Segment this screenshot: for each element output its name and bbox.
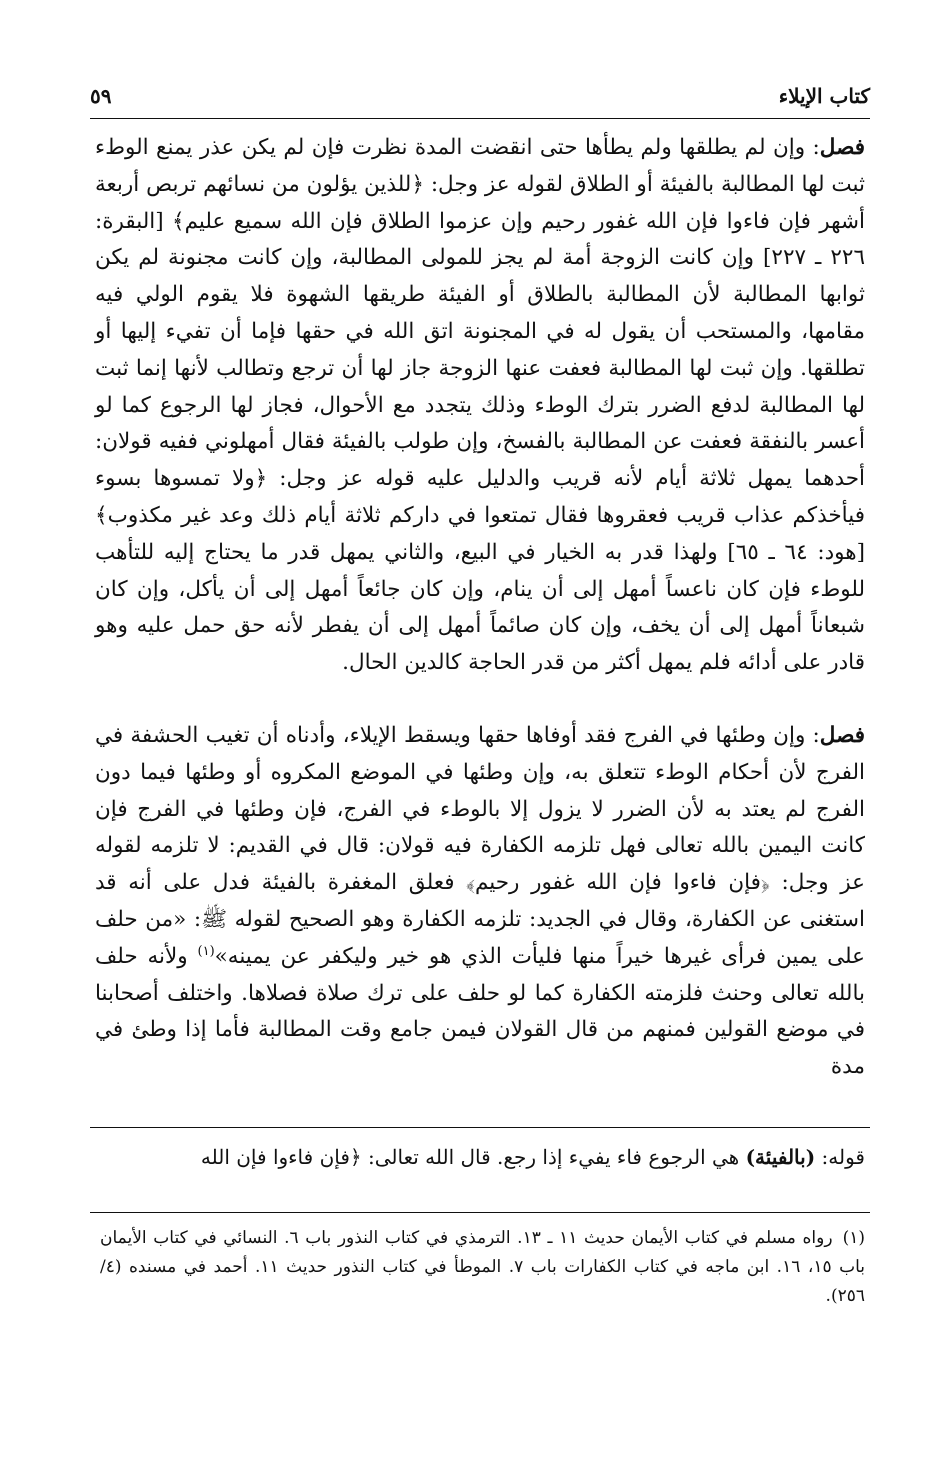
section-label: فصل <box>819 722 865 748</box>
section-body: : وإن وطئها في الفرج فقد أوفاها حقها ويسقط الإيلاء، وأدناه أن تغيب الحشفة في الفرج لأن أحكام الوطء تتعلق به، وإن وطئها في الموضع المكروه أو وطئها فيما دون الفرج لم يعتد به لأن الضرر لا يزول إلا بالوطء في الفرج، فإن وطئها في الفرج فإن كانت اليمين بالله تعالى فهل تلزمه الكفارة فيه قولان: قال في القديم: لا تلزمه لقوله عز وجل: ﴿فإن فاءوا فإن الله غفور رحيم﴾ فعلق المغفرة بالفيئة فدل على أنه قد استغنى عن الكفارة، وقال في الجديد: تلزمه الكفارة وهو الصحيح لقوله ﷺ: «من حلف على يمين فرأى غيرها خيراً منها فليأت الذي هو خير وليكفر عن يمينه» <box>95 722 865 969</box>
section-label: فصل <box>819 135 865 160</box>
section-paragraph-2 <box>95 718 865 1086</box>
page-header <box>90 78 870 114</box>
section-body-continued: ولأنه حلف بالله تعالى وحنث فلزمته الكفارة كما لو حلف على ترك صلاة فصلاها. واختلف أصحابنا في موضع القولين فمنهم من قال القولان فيمن جامع وقت المطالبة فأما إذا وطئ في مدة <box>95 943 865 1080</box>
commentary-divider <box>90 1127 870 1128</box>
section-paragraph-1 <box>95 130 865 682</box>
section-body: : وإن لم يطلقها ولم يطأها حتى انقضت المدة نظرت فإن لم يكن عذر يمنع الوطء ثبت لها المطالبة بالفيئة أو الطلاق لقوله عز وجل: ﴿للذين يؤلون من نسائهم تربص أربعة أشهر فإن فاءوا فإن الله غفور رحيم وإن عزموا الطلاق فإن الله سميع عليم﴾ [البقرة: ٢٢٦ ـ ٢٢٧] وإن كانت الزوجة أمة لم يجز للمولى المطالبة، وإن كانت مجنونة لم يكن ثوابها المطالبة لأن المطالبة بالطلاق أو الفيئة طريقها الشهوة فلا يقوم الولي فيه مقامها، والمستحب أن يقول له في المجنونة اتق الله في حقها فإما أن تفيء إليها أو تطلقها. وإن ثبت لها المطالبة فعفت عنها الزوجة جاز لها أن ترجع وتطالب لأنها إنما ثبت لها المطالبة لدفع الضرر بترك الوطء وذلك يتجدد مع الأحوال، فجاز لها الرجوع كما لو أعسر بالنفقة فعفت عن المطالبة بالفسخ، وإن طولب بالفيئة فقال أمهلوني ففيه قولان: أحدهما يمهل ثلاثة أيام لأنه قريب والدليل عليه قوله عز وجل: ﴿ولا تمسوها بسوء فيأخذكم عذاب قريب فعقروها فقال تمتعوا في داركم ثلاثة أيام ذلك وعد غير مكذوب﴾ [هود: ٦٤ ـ ٦٥] ولهذا قدر به الخيار في البيع، والثاني يمهل قدر ما يحتاج إليه للتأهب للوطء فإن كان ناعساً أمهل إلى أن ينام، وإن كان جائعاً أمهل إلى أن يأكل، وإن كان شبعاناً أمهل إلى أن يخف، وإن كان صائماً أمهل إلى أن يفطر لأنه حق حمل عليه وهو قادر على أدائه فلم يمهل أكثر من قدر الحاجة كالدين الحال. <box>95 135 866 676</box>
header-divider <box>90 118 870 119</box>
footnote-divider <box>90 1212 870 1213</box>
footnote-marker: (١) <box>842 1228 865 1248</box>
commentary-text: هي الرجوع فاء يفيء إذا رجع. قال الله تعالى: ﴿فإن فاءوا فإن الله <box>200 1145 746 1169</box>
commentary-prefix: قوله: <box>815 1145 865 1169</box>
commentary <box>95 1140 865 1174</box>
footnote <box>100 1224 865 1311</box>
footnote-text: رواه مسلم في كتاب الأيمان حديث ١١ ـ ١٣. الترمذي في كتاب النذور باب ٦. النسائي في كتاب الأيمان باب ١٥، ١٦. ابن ماجه في كتاب الكفارات باب ٧. الموطأ في كتاب النذور حديث ١١. أحمد في مسنده (٤/ ٢٥٦). <box>100 1228 865 1306</box>
footnote-reference: (١) <box>197 943 215 959</box>
page-number: ٥٩ <box>90 84 112 108</box>
main-text <box>95 130 865 1086</box>
chapter-title: كتاب الإيلاء <box>778 84 870 108</box>
commentary-term: (بالفيئة) <box>745 1145 816 1169</box>
